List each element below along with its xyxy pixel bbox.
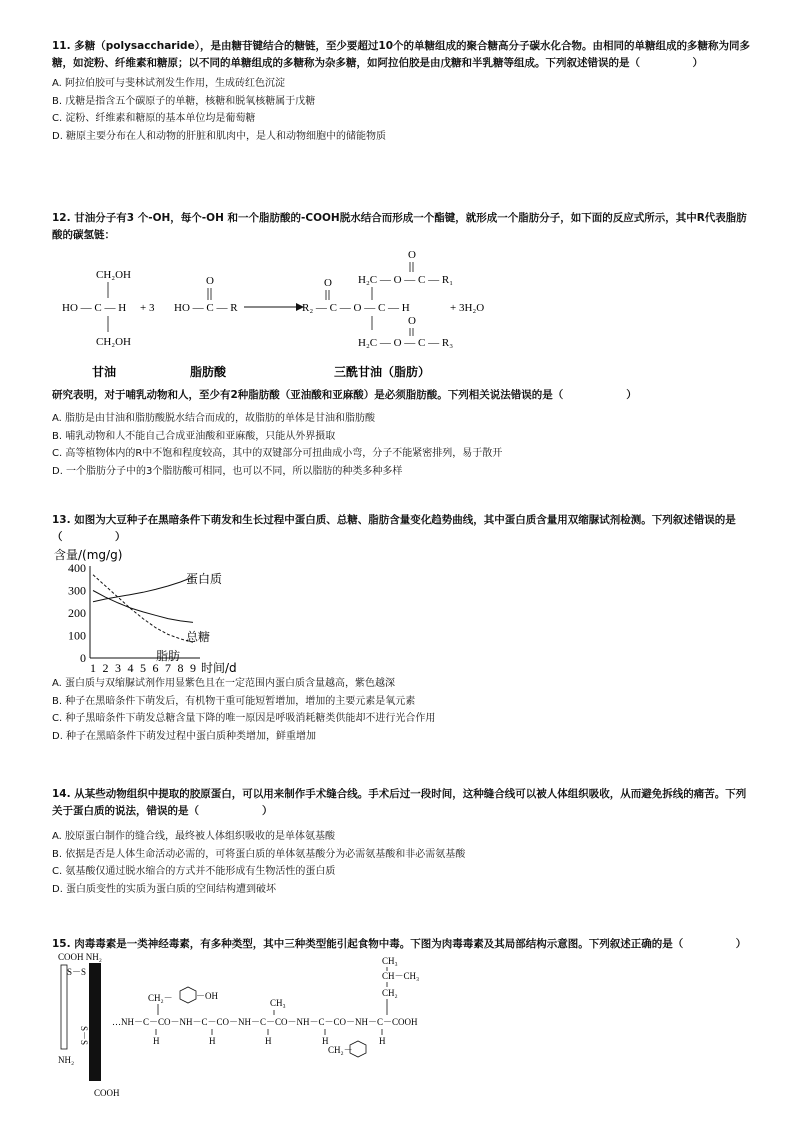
h-atom-4: H bbox=[322, 1036, 329, 1046]
esterification-equation bbox=[52, 248, 752, 383]
question-14-stem: 14. 从某些动物组织中提取的胶原蛋白，可以用来制作手术缝合线。手术后过一段时间，这种缝合线可以被人体组织吸收，从而避免拆线的痛苦。下列关于蛋白质的说法，错误的是（ ） bbox=[52, 788, 747, 817]
disulfide-bond-1: S－S bbox=[67, 967, 87, 977]
fat-curve bbox=[93, 575, 193, 643]
y-tick-label: 400 bbox=[68, 561, 86, 575]
glycerol-bottom: CH₂OH bbox=[96, 336, 132, 348]
question-12 bbox=[52, 210, 752, 480]
option-a: A. 脂肪是由甘油和脂肪酸脱水结合而成的，故脂肪的单体是甘油和脂肪酸 bbox=[52, 413, 376, 424]
option-a: A. 蛋白质与双缩脲试剂作用显紫色且在一定范围内蛋白质含量越高，紫色越深 bbox=[52, 678, 396, 689]
y-tick-label: 300 bbox=[68, 583, 86, 598]
question-12-options bbox=[52, 410, 752, 480]
heavy-chain bbox=[89, 963, 101, 1081]
botulinum-toxin-structure bbox=[52, 951, 472, 1099]
fat-mid-chain: R₂ — C — O — C — H bbox=[302, 302, 410, 314]
question-11-stem: 11. 多糖（polysaccharide），是由糖苷键结合的糖链，至少要超过10个的单糖组成的聚合糖高分子碳水化合物。由相同的单糖组成的多糖称为同多糖，如淀粉、纤维素和糖原；以不同的单糖组成的多糖称为杂多糖，如阿拉伯胶是由戊糖和半乳糖等组成。下列叙述错误的是（ ） bbox=[52, 40, 751, 69]
label-fat: 脂肪 bbox=[156, 649, 181, 663]
plus-water: + 3H₂O bbox=[450, 302, 485, 314]
question-12-stem: 12. 甘油分子有3 个-OH，每个-OH 和一个脂肪酸的-COOH脱水结合而形成一个酯键，就形成一个脂肪分子，如下面的反应式所示，其中R代表脂肪酸的碳氢链： bbox=[52, 212, 747, 241]
nh2-terminal: NH₂ bbox=[58, 1055, 75, 1065]
label-total-sugar: 总糖 bbox=[186, 630, 211, 644]
fat-bottom-o: O bbox=[408, 315, 416, 327]
side-chain-4: CH₂－ bbox=[328, 1045, 353, 1055]
hydroxyl-group: －OH bbox=[196, 991, 218, 1001]
option-d: D. 种子在黑暗条件下萌发过程中蛋白质种类增加，鲜重增加 bbox=[52, 730, 317, 742]
fat-mid-o: O bbox=[324, 277, 332, 289]
x-tick-label: 5 bbox=[140, 661, 146, 675]
disulfide-bond-2: S－S bbox=[79, 1026, 89, 1046]
option-c: C. 氨基酸仅通过脱水缩合的方式并不能形成有生物活性的蛋白质 bbox=[52, 866, 336, 877]
question-14-options bbox=[52, 828, 752, 898]
x-tick-label: 4 bbox=[127, 661, 134, 675]
fat-top-o: O bbox=[408, 249, 416, 261]
question-13-stem: 13. 如图为大豆种子在黑暗条件下萌发和生长过程中蛋白质、总糖、脂肪含量变化趋势曲线，其中蛋白质含量用双缩脲试剂检测。下列叙述错误的是（ ） bbox=[52, 514, 736, 543]
h-atom-2: H bbox=[209, 1036, 216, 1046]
glycerol-top: CH₂OH bbox=[96, 269, 132, 281]
option-a: A. 胶原蛋白制作的缝合线，最终被人体组织吸收的是单体氨基酸 bbox=[52, 831, 336, 842]
side-chain-5-mid: CH－CH₃ bbox=[382, 971, 420, 981]
side-chain-3: CH₃ bbox=[270, 998, 286, 1008]
question-12-stem-2: 研究表明，对于哺乳动物和人，至少有2种脂肪酸（亚油酸和亚麻酸）是必须脂肪酸。下列相关说法错误的是（ ） bbox=[52, 389, 637, 401]
h-atom-3: H bbox=[265, 1036, 272, 1046]
question-14 bbox=[52, 786, 752, 898]
side-chain-1: CH₂－ bbox=[148, 993, 173, 1003]
question-13 bbox=[52, 512, 752, 745]
y-tick-label: 0 bbox=[80, 651, 86, 665]
fatty-acid-formula: HO — C — R bbox=[174, 302, 238, 314]
peptide-chain: …NH－C－CO－NH－C－CO－NH－C－CO－NH－C－CO－NH－C－COOH bbox=[112, 1017, 418, 1027]
cooh-terminal: COOH bbox=[94, 1088, 120, 1098]
option-b: B. 戊糖是指含五个碳原子的单糖，核糖和脱氧核糖属于戊糖 bbox=[52, 95, 316, 107]
x-tick-label: 7 bbox=[165, 661, 171, 675]
x-tick-label: 3 bbox=[115, 661, 121, 675]
benzene-ring-1 bbox=[180, 987, 196, 1003]
total-sugar-curve bbox=[93, 591, 193, 623]
content-trend-chart bbox=[52, 546, 292, 676]
y-axis-label: 含量/(mg/g) bbox=[54, 548, 123, 562]
option-d: D. 蛋白质变性的实质为蛋白质的空间结构遭到破坏 bbox=[52, 883, 277, 895]
x-tick-label: 2 bbox=[102, 661, 109, 675]
y-tick-label: 100 bbox=[68, 628, 86, 643]
x-tick-label: 8 bbox=[177, 661, 184, 675]
label-fatty-acid: 脂肪酸 bbox=[190, 365, 227, 379]
question-15-stem: 15. 肉毒毒素是一类神经毒素，有多种类型，其中三种类型能引起食物中毒。下图为肉毒毒素及其局部结构示意图。下列叙述正确的是（ ） bbox=[52, 938, 747, 950]
option-c: C. 种子黑暗条件下萌发总糖含量下降的唯一原因是呼吸消耗糖类供能却不进行光合作用 bbox=[52, 713, 436, 724]
fat-bottom-chain: H₂C — O — C — R₃ bbox=[358, 337, 454, 349]
question-15 bbox=[52, 936, 752, 1099]
h-atom-5: H bbox=[379, 1036, 386, 1046]
x-axis-label: 时间/d bbox=[201, 661, 237, 675]
h-atom-1: H bbox=[153, 1036, 160, 1046]
label-glycerol: 甘油 bbox=[92, 365, 117, 379]
option-b: B. 哺乳动物和人不能自己合成亚油酸和亚麻酸，只能从外界摄取 bbox=[52, 430, 336, 442]
x-tick-label: 1 bbox=[90, 661, 96, 675]
y-tick-label: 200 bbox=[68, 606, 86, 620]
option-b: B. 依据是否是人体生命活动必需的，可将蛋白质的单体氨基酸分为必需氨基酸和非必需氨基酸 bbox=[52, 848, 466, 860]
label-protein: 蛋白质 bbox=[186, 572, 223, 586]
x-tick-label: 6 bbox=[152, 661, 159, 675]
x-tick-label: 9 bbox=[190, 661, 196, 675]
option-c: C. 淀粉、纤维素和糖原的基本单位均是葡萄糖 bbox=[52, 113, 256, 124]
option-c: C. 高等植物体内的R中不饱和程度较高，其中的双键部分可扭曲成小弯，分子不能紧密排列，易于散开 bbox=[52, 448, 503, 459]
option-d: D. 一个脂肪分子中的3个脂肪酸可相同，也可以不同，所以脂肪的种类多种多样 bbox=[52, 465, 403, 477]
question-13-options bbox=[52, 675, 752, 745]
fat-top-chain: H₂C — O — C — R₁ bbox=[358, 274, 454, 286]
option-d: D. 糖原主要分布在人和动物的肝脏和肌肉中，是人和动物细胞中的储能物质 bbox=[52, 130, 387, 142]
cooh-nh2-label: COOH NH₂ bbox=[58, 952, 102, 962]
option-b: B. 种子在黑暗条件下萌发后，有机物干重可能短暂增加，增加的主要元素是氧元素 bbox=[52, 695, 416, 707]
side-chain-5-top: CH₃ bbox=[382, 956, 398, 966]
side-chain-5-ch2: CH₂ bbox=[382, 988, 398, 998]
option-a: A. 阿拉伯胶可与斐林试剂发生作用，生成砖红色沉淀 bbox=[52, 78, 286, 89]
plus-three: + 3 bbox=[140, 302, 155, 314]
label-triacylglycerol: 三酰甘油（脂肪） bbox=[334, 365, 431, 379]
question-11-options bbox=[52, 75, 752, 145]
light-chain bbox=[61, 965, 67, 1049]
glycerol-mid: HO — C — H bbox=[62, 302, 127, 314]
acid-carbonyl-o: O bbox=[206, 275, 214, 287]
question-11 bbox=[52, 38, 752, 145]
